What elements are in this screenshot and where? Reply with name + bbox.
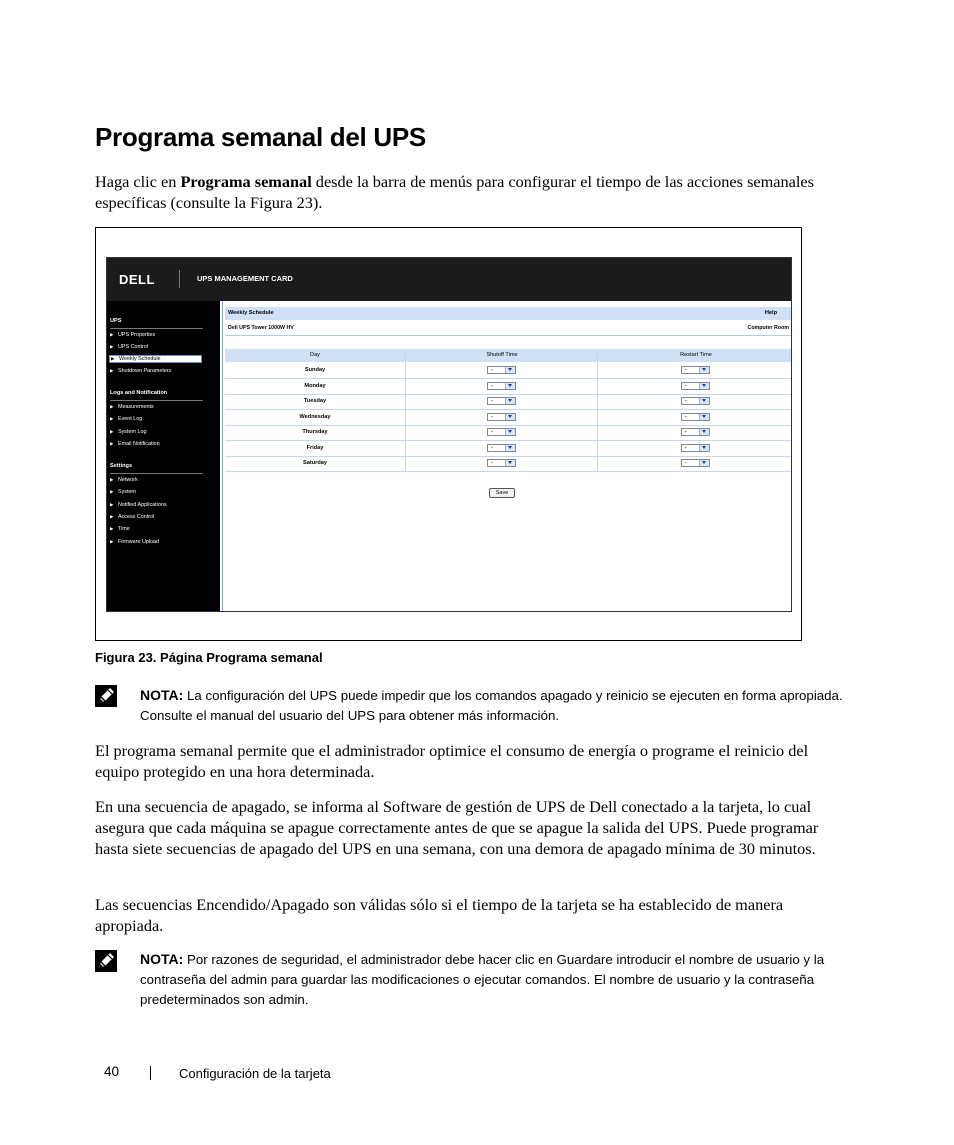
sidebar-item-label: Email Notification [118,441,160,447]
chevron-down-icon[interactable] [699,367,709,373]
sidebar-item-label: Access Control [118,514,155,520]
sidebar-item-ups-properties[interactable]: ▶ UPS Properties [110,332,156,338]
sidebar-divider [110,473,203,474]
sidebar-item-email-notification[interactable]: ▶ Email Notification [110,441,160,447]
sidebar-item-label: System Log [118,429,147,435]
paragraph-3: Las secuencias Encendido/Apagado son válidas sólo si el tiempo de la tarjeta se ha establecido de manera apropiada. [95,895,784,935]
note-pencil-icon [95,950,117,972]
table-row [225,410,791,426]
restart-time-select[interactable] [681,397,710,405]
chevron-down-icon[interactable] [699,398,709,404]
note-text: Por razones de seguridad, el administrador debe hacer clic en Guardare introducir el nombre de usuario y la contraseña del admin para guardar las modificaciones o ejecutar comandos. El nombre de usuario y la contraseña predeterminados son admin. [140,952,825,1007]
select-value: - [491,460,493,466]
day-label: Saturday [303,460,327,466]
shutoff-time-select[interactable] [487,428,516,436]
intro-text: Haga clic en [95,172,181,191]
save-button[interactable]: Save [489,488,515,498]
chevron-down-icon[interactable] [699,414,709,420]
select-value: - [685,460,687,466]
chevron-down-icon[interactable] [699,383,709,389]
chevron-down-icon[interactable] [505,445,515,451]
restart-time-select[interactable] [681,444,710,452]
dell-logo: DELL [119,272,155,287]
chevron-down-icon[interactable] [505,429,515,435]
header-divider [179,270,180,288]
paragraph-1: El programa semanal permite que el administrador optimice el consumo de energía o programe el reinicio del equipo protegido en una hora determinada. [95,741,809,781]
device-info-row [225,323,791,335]
select-value: - [491,382,493,389]
select-value: - [685,367,687,373]
select-value: - [491,413,493,420]
table-row [225,363,791,379]
chevron-down-icon[interactable] [699,445,709,451]
shutoff-time-select[interactable] [487,459,516,467]
day-label: Wednesday [299,413,331,420]
screenshot-sidebar [107,301,220,611]
table-row [225,425,791,441]
chevron-down-icon[interactable] [505,383,515,389]
section-title-bar [225,307,791,320]
chevron-down-icon[interactable] [505,367,515,373]
sidebar-item-system-log[interactable]: ▶ System Log [110,429,147,435]
sidebar-item-shutdown-parameters[interactable]: ▶ Shutdown Parameters [110,368,172,374]
footer-divider [150,1066,151,1080]
sidebar-item-label: UPS Control [118,344,148,350]
shutoff-time-select[interactable] [487,366,516,374]
divider [225,335,791,336]
header-title: UPS MANAGEMENT CARD [197,274,293,283]
select-value: - [685,413,687,420]
select-value: - [491,367,493,373]
footer-section-title: Configuración de la tarjeta [179,1066,331,1081]
sidebar-section-ups: UPS [110,318,122,324]
sidebar-item-label: Weekly Schedule [119,356,161,362]
sidebar-item-label: Event Log [118,416,143,422]
note-label: NOTA: [140,951,184,967]
section-title: Weekly Schedule [228,310,274,316]
select-value: - [491,444,493,451]
table-row [225,456,791,472]
shutoff-time-select[interactable] [487,397,516,405]
column-header-restart: Restart Time [680,352,712,358]
select-value: - [685,429,687,435]
table-row [225,441,791,457]
chevron-down-icon[interactable] [699,460,709,466]
device-location: Computer Room [747,325,789,331]
select-value: - [685,398,687,404]
shutoff-time-select[interactable] [487,444,516,452]
restart-time-select[interactable] [681,428,710,436]
intro-paragraph [95,171,855,213]
ups-management-screenshot [106,257,792,612]
sidebar-item-network[interactable]: ▶ Network [110,477,138,483]
day-label: Friday [306,444,324,451]
sidebar-item-label: UPS Properties [118,332,156,338]
screenshot-main-panel [222,301,792,611]
day-label: Thursday [302,429,328,435]
restart-time-select[interactable] [681,413,710,421]
note-label: NOTA: [140,687,184,703]
intro-bold-text: Programa semanal [180,172,312,191]
sidebar-item-notified-applications[interactable]: ▶ Notified Applications [110,502,167,508]
shutoff-time-select[interactable] [487,382,516,390]
sidebar-item-label: Network [118,477,138,483]
table-row [225,394,791,410]
screenshot-header [107,258,791,301]
select-value: - [491,429,493,435]
sidebar-section-settings: Settings [110,463,133,469]
note-text: La configuración del UPS puede impedir que los comandos apagado y reinicio se ejecuten en forma apropiada. Consulte el manual del usuario del UPS para obtener más información. [140,688,843,723]
sidebar-item-access-control[interactable]: ▶ Access Control [110,514,155,520]
sidebar-item-label: Firmware Upload [118,539,160,545]
sidebar-item-firmware-upload[interactable]: ▶ Firmware Upload [110,539,160,545]
figure-caption: Figura 23. Página Programa semanal [95,650,323,665]
column-header-shutoff: Shutoff Time [486,352,518,358]
paragraph-2: En una secuencia de apagado, se informa al Software de gestión de UPS de Dell conectado a la tarjeta, lo cual asegura que cada máquina se apague correctamente antes de que se apague la salida del UPS. Puede programar hasta siete secuencias de apagado del UPS en una semana, con una demora de apagado mínima de 30 minutos. [95,797,819,858]
sidebar-item-time[interactable]: ▶ Time [110,526,130,532]
sidebar-item-label: Time [118,526,130,532]
chevron-down-icon[interactable] [505,398,515,404]
note-pencil-icon [95,685,117,707]
note-2 [140,949,852,1010]
sidebar-item-system[interactable]: ▶ System [110,489,136,495]
day-label: Sunday [304,367,326,373]
select-value: - [685,382,687,389]
sidebar-item-event-log[interactable]: ▶ Event Log [110,416,143,422]
chevron-down-icon[interactable] [699,429,709,435]
intro-text-end: desde la barra de menús para configurar el tiempo de las acciones semanales específicas (consulte la Figura 23). [95,172,814,212]
schedule-table-header [225,349,791,362]
sidebar-divider [110,328,203,329]
restart-time-select[interactable] [681,366,710,374]
note-1 [140,685,852,726]
sidebar-divider [110,400,203,401]
shutoff-time-select[interactable] [487,413,516,421]
page-title: Programa semanal del UPS [95,122,426,152]
sidebar-item-label: Notified Applications [118,502,167,508]
chevron-down-icon[interactable] [505,460,515,466]
chevron-down-icon[interactable] [505,414,515,420]
table-row [225,379,791,395]
select-value: - [685,444,687,451]
sidebar-item-ups-control[interactable]: ▶ UPS Control [110,344,148,350]
select-value: - [491,398,493,404]
restart-time-select[interactable] [681,459,710,467]
column-header-day: Day [310,352,320,358]
device-name: Dell UPS Tower 1000W HV [228,325,294,331]
sidebar-item-measurements[interactable]: ▶ Measurements [110,404,154,410]
help-link[interactable]: Help [764,310,777,316]
sidebar-section-logs: Logs and Notification [110,390,168,396]
sidebar-item-label: Measurements [118,404,154,410]
page-number: 40 [104,1064,120,1079]
sidebar-item-weekly-schedule[interactable]: ▶ Weekly Schedule [110,356,201,362]
sidebar-item-label: Shutdown Parameters [118,368,172,374]
sidebar-item-label: System [118,489,136,495]
day-label: Tuesday [303,398,327,404]
restart-time-select[interactable] [681,382,710,390]
day-label: Monday [304,382,326,389]
